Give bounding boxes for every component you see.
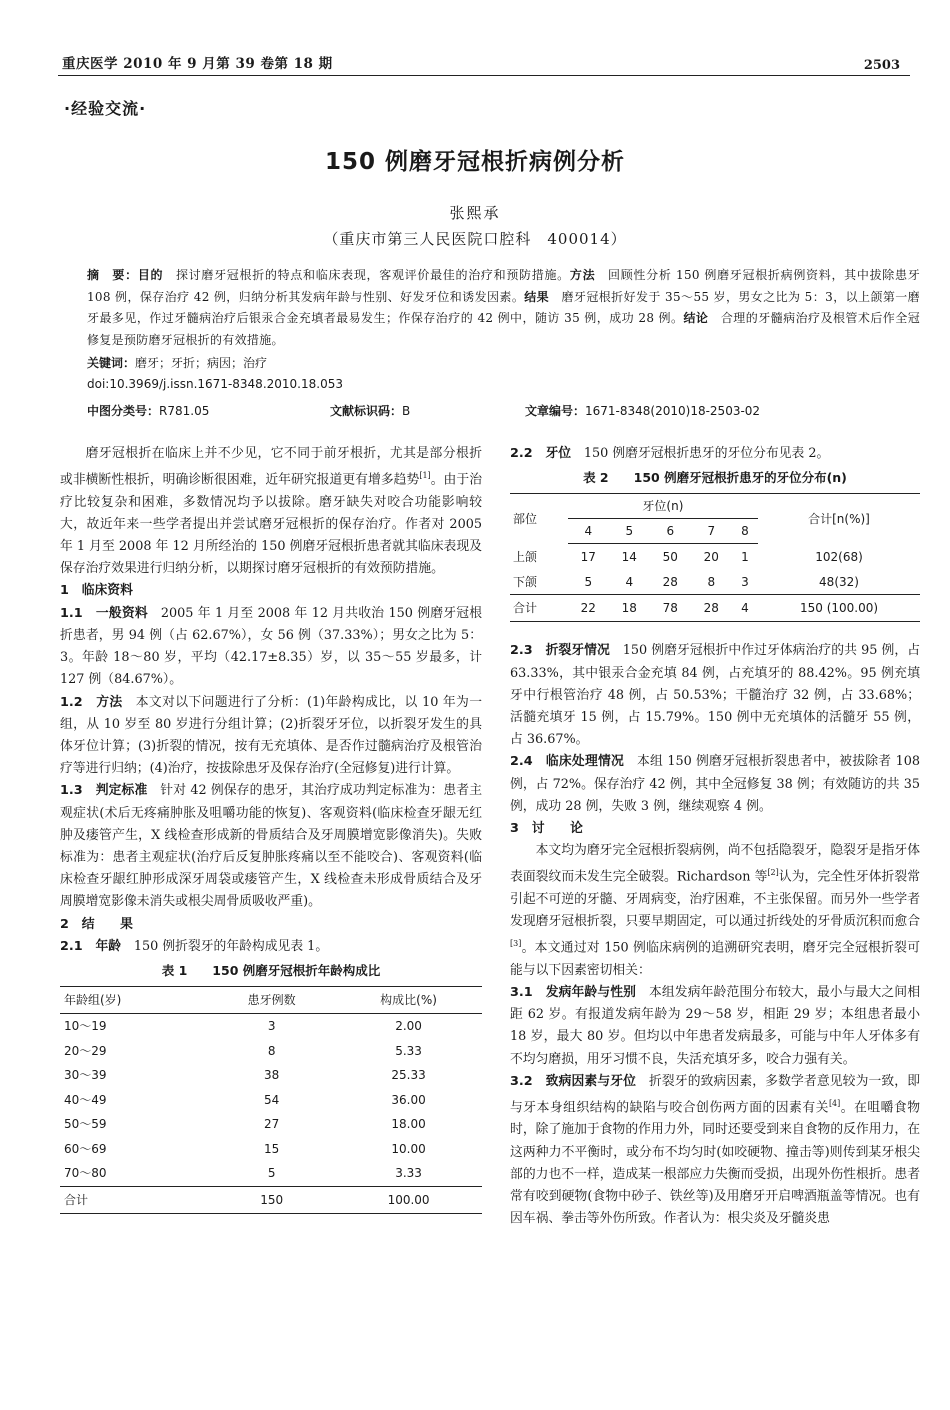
- table2: [510, 493, 920, 622]
- table-row: [60, 1063, 482, 1088]
- table2-cell: 50: [662, 549, 678, 564]
- section-1-heading: 1 临床资料: [60, 583, 133, 599]
- result-text: 磨牙冠根折好发于 35～55 岁，男女之比为 5：3，以上颌第一磨牙最多见，作过牙髓病治疗后银汞合金充填者最易发生；作保存治疗的 42 例中，随访 35 例，成功 28 例。: [87, 289, 920, 325]
- section-2-4: [510, 751, 920, 818]
- table1-cell: 50～59: [64, 1117, 107, 1132]
- section-1-3: [60, 780, 482, 913]
- doi: doi:10.3969/j.issn.1671-8348.2010.18.053: [87, 377, 343, 391]
- conclusion-label: 结论: [683, 311, 709, 325]
- abstract: [87, 265, 920, 351]
- clc-value: R781.05: [159, 404, 210, 418]
- table2-cell: 17: [580, 549, 596, 564]
- table2-cell: 合计: [510, 595, 568, 622]
- discussion-text-3: 。本文通过对 150 例临床病例的追溯研究表明，磨牙完全冠根折裂可能与以下因素密切相关：: [510, 940, 920, 978]
- table1-cell: 25.33: [391, 1068, 426, 1083]
- clc-label: 中图分类号：: [87, 404, 160, 418]
- intro-text-2: 。由于治疗比较复杂和困难，多数情况均予以拔除。磨牙缺失对咬合功能影响较大，故近年来一些学者提出并尝试磨牙冠根折的保存治疗。作者对 2005 年 1 月至 2008 年 12 月所经治的 150 例磨牙冠根折患者就其临床表现及保存治疗效果进行归纳分析，以期探讨磨牙冠根折的有效预防措施。: [60, 472, 483, 577]
- section-2-heading: 2 结 果: [60, 916, 133, 932]
- table2-cell: 上颌: [513, 549, 538, 564]
- conclusion-text: 合理的牙髓病治疗及根管术后作全冠修复是预防磨牙冠根折的有效措施。: [87, 311, 920, 347]
- table-row: [60, 1161, 482, 1186]
- section-2-2: [510, 443, 920, 465]
- table2-caption: 表 2 150 例磨牙冠根折患牙的牙位分布(n): [583, 470, 847, 486]
- table2-cell: 4: [732, 595, 758, 622]
- section-2-1-heading: 2.1 年龄: [60, 938, 122, 954]
- section-2-4-heading: 2.4 临床处理情况: [510, 754, 624, 770]
- section-1-2: [60, 692, 482, 781]
- section-3-heading: 3 讨 论: [510, 821, 583, 837]
- table2-cell: 4: [625, 574, 634, 589]
- discussion-intro: [510, 840, 920, 982]
- table2-cell: 3: [741, 574, 749, 589]
- discussion-text: 本文均为磨牙完全冠根折裂病例，尚不包括隐裂牙，隐裂牙是指牙体表面裂纹而未发生完全破裂。Richardson 等: [510, 843, 920, 885]
- section-2-4-text: 本组 150 例磨牙冠根折裂患者中，被拔除者 108 例，占 72%。保存治疗 42 例，其中全冠修复 38 例；有效随访的共 35 例，成功 28 例，失败 3 例，继续观察 4 例。: [510, 754, 920, 814]
- table2-position-header: 4: [568, 519, 609, 544]
- section-2-1: [60, 936, 482, 958]
- section-3-1: [510, 982, 920, 1071]
- table1-cell: 3.33: [395, 1166, 422, 1181]
- table1-cell: 10～19: [64, 1019, 107, 1034]
- table1-total-row: [60, 1186, 482, 1213]
- keywords-text: 磨牙；牙折；病因；治疗: [135, 356, 268, 370]
- table2-position-header: 8: [732, 519, 758, 544]
- table2-header-part: 部位: [510, 494, 568, 544]
- ref-1: [1]: [419, 471, 431, 481]
- table2-cell: 5: [584, 574, 593, 589]
- table2-cell: 22: [568, 595, 609, 622]
- table2-cell: 18: [609, 595, 650, 622]
- doc-code: [330, 402, 410, 419]
- section-1-2-heading: 1.2 方法: [60, 694, 123, 710]
- section-3-2: [510, 1071, 920, 1231]
- discussion-text-2: 认为，完全性牙体折裂常引起不可逆的牙髓、牙周病变，治疗困难，不主张保留。而另外一些学者发现磨牙冠根折裂，只要早期固定，可以通过折线处的牙骨质沉积而愈合: [510, 869, 921, 930]
- section-1-1-text: 2005 年 1 月至 2008 年 12 月共收治 150 例磨牙冠根折患者，男 94 例（占 62.67%），女 56 例（37.33%）；男女之比为 5：3。年龄 18～80 岁，平均（42.17±8.35）岁，以 35～55 岁最多，计 127 例（84.67%）。: [60, 605, 482, 688]
- section-1-1: [60, 603, 482, 692]
- table1-cell: 27: [264, 1117, 280, 1132]
- table1-cell: 18.00: [391, 1117, 426, 1132]
- keywords-label: 关键词：: [87, 356, 136, 370]
- table2-cell: 8: [707, 574, 716, 589]
- table1-cell: 8: [267, 1043, 276, 1058]
- abstract-label: 摘 要：: [87, 268, 138, 282]
- page-number: 2503: [863, 58, 900, 73]
- table1-cell: 60～69: [64, 1141, 107, 1156]
- table-row: [60, 1112, 482, 1137]
- table-row: [510, 569, 920, 595]
- section-1-3-heading: 1.3 判定标准: [60, 783, 148, 799]
- table2-position-header: 6: [650, 519, 691, 544]
- section-2-3-text: 150 例磨牙冠根折中作过牙体病治疗的共 95 例，占 63.33%，其中银汞合金充填 84 例，占充填牙的 88.42%。95 例充填牙中行根管治疗 48 例，占 50.53%；干髓治疗 32 例，占 33.68%；活髓充填牙 15 例，占 15.79%。150 例中无充填体的活髓牙 55 例，占 36.67%。: [510, 643, 920, 748]
- section-1-2-text: 本文对以下问题进行了分析：(1)年龄构成比，以 10 年为一组，从 10 岁至 80 岁进行分组计算；(2)折裂牙牙位，以折裂牙发生的具体牙位计算；(3)折裂的情况，按有无充填体、是否作过髓病治疗及根管治疗等进行归纳；(4)治疗，按拔除患牙及保存治疗(全冠修复)进行计算。: [60, 694, 482, 777]
- section-2-3: [510, 640, 920, 751]
- table1-cell: 40～49: [64, 1092, 107, 1107]
- table1-cell: 10.00: [391, 1141, 426, 1156]
- table1-cell: 3: [267, 1019, 276, 1034]
- table1-cell: 36.00: [391, 1092, 426, 1107]
- article-label: 文章编号：: [525, 404, 586, 418]
- method-text: 回顾性分析 150 例磨牙冠根折病例资料，其中拔除患牙 108 例，保存治疗 42 例，归纳分析其发病年龄与性别、好发牙位和诱发因素。: [87, 268, 920, 304]
- doc-label: 文献标识码：: [330, 404, 403, 418]
- objective-label: 目的: [137, 268, 164, 282]
- table2-cell: 20: [703, 549, 719, 564]
- table2-position-header: 7: [691, 519, 732, 544]
- table1-cell: 38: [264, 1068, 280, 1083]
- section-1-3-text: 针对 42 例保存的患牙，其治疗成功判定标准为：患者主观症状(术后无疼痛肿胀及咀嚼功能的恢复)、客观资料(临床检查牙龈无红肿及瘘管产生，X 线检查形成新的骨质结合及牙周膜增宽影像消失)。失败标准为：患者主观症状(治疗后反复肿胀疼痛以至不能咬合)、客观资料(临床检查牙龈红肿形成深牙周袋或瘘管产生，X 线检查未形成骨质结合及牙周膜增宽影像未消失或根尖周骨质吸收严重)。: [60, 783, 482, 910]
- table2-cell: 48(32): [819, 574, 859, 589]
- section-3-2-text-2: 。在咀嚼食物时，除了施加于食物的作用力外，同时还要受到来自食物的反作用力，在这两种力不平衡时，或分布不均匀时(如咬硬物、撞击等)则传到某牙根尖部的力也不一样，造成某一根部应力失衡而受损，出现外伤性根折。患者常有咬到硬物(食物中砂子、铁丝等)及用磨牙开启啤酒瓶盖等情况。也有因车祸、拳击等外伤所致。作者认为：根尖炎及牙髓炎患: [510, 1100, 921, 1227]
- table2-cell: 28: [691, 595, 732, 622]
- section-2-3-heading: 2.3 折裂牙情况: [510, 643, 610, 659]
- table1-header-age: 年龄组(岁): [60, 987, 208, 1014]
- ref-3: [3]: [510, 939, 522, 949]
- table1-cell: 20～29: [64, 1043, 107, 1058]
- table-row: [510, 544, 920, 570]
- author: 张熙承: [449, 204, 501, 222]
- section-2-1-text: 150 例折裂牙的年龄构成见表 1。: [121, 938, 329, 954]
- affiliation: （重庆市第三人民医院口腔科 400014）: [323, 230, 627, 248]
- section-1-1-heading: 1.1 一般资料: [60, 605, 148, 621]
- table1-cell: 30～39: [64, 1068, 107, 1083]
- section-2-2-text: 150 例磨牙冠根折患牙的牙位分布见表 2。: [571, 446, 830, 461]
- table2-cell: 1: [741, 549, 749, 564]
- section-3-1-heading: 3.1 发病年龄与性别: [510, 984, 637, 1000]
- section-tag: ·经验交流·: [64, 99, 147, 118]
- right-column: [510, 443, 920, 1230]
- table1-cell: 150: [208, 1186, 335, 1213]
- table1-cell: 5.33: [395, 1043, 422, 1058]
- intro-paragraph: [60, 443, 482, 580]
- table1-cell: 70～80: [64, 1166, 107, 1181]
- section-3-2-heading: 3.2 致病因素与牙位: [510, 1073, 637, 1089]
- table2-position-header: 5: [609, 519, 650, 544]
- article-number: [525, 402, 760, 419]
- table1-cell: 15: [264, 1141, 280, 1156]
- header-rule: [58, 75, 910, 76]
- table1-cell: 2.00: [395, 1019, 422, 1034]
- clc-number: [87, 402, 209, 419]
- table1-cell: 54: [264, 1092, 280, 1107]
- section-3-1-text: 本组发病年龄范围分布较大，最小与最大之间相距 62 岁。有报道发病年龄为 29～58 岁，相距 29 岁；本组患者最小 18 岁，最大 80 岁。但均以中年患者发病最多，可能与中年人牙体多有不均匀磨损，用牙习惯不良，失活充填牙多，咬合力强有关。: [510, 984, 921, 1067]
- table-row: [60, 1039, 482, 1064]
- table1-cell: 合计: [60, 1186, 208, 1213]
- table1-header-ratio: 构成比(%): [335, 987, 482, 1014]
- table2-header-position-group: 牙位(n): [568, 494, 758, 519]
- table1-caption: 表 1 150 例磨牙冠根折年龄构成比: [161, 962, 381, 978]
- result-label: 结果: [524, 289, 550, 304]
- keywords: [87, 354, 267, 371]
- table1: [60, 986, 482, 1214]
- article-title: 150 例磨牙冠根折病例分析: [324, 149, 626, 175]
- table-row: [60, 1137, 482, 1162]
- article-value: 1671-8348(2010)18-2503-02: [585, 404, 761, 418]
- table2-header-total: 合计[n(%)]: [758, 494, 920, 544]
- table-row: [60, 1014, 482, 1039]
- objective-text: 探讨磨牙冠根折的特点和临床表现，客观评价最佳的治疗和预防措施。: [163, 268, 570, 282]
- section-2-2-heading: 2.2 牙位: [510, 446, 572, 461]
- table2-cell: 下颌: [513, 574, 538, 589]
- table2-cell: 14: [621, 549, 637, 564]
- ref-2: [2]: [767, 868, 779, 878]
- table2-cell: 102(68): [815, 549, 863, 564]
- running-header: 重庆医学 2010 年 9 月第 39 卷第 18 期: [62, 56, 333, 72]
- table1-cell: 5: [267, 1166, 276, 1181]
- table2-cell: 78: [650, 595, 691, 622]
- table-row: [60, 1088, 482, 1113]
- doc-value: B: [402, 404, 411, 418]
- intro-text: 磨牙冠根折在临床上并不少见，它不同于前牙根折，尤其是部分根折或非横断性根折，明确诊断很困难，近年研究报道更有增多趋势: [60, 446, 482, 488]
- table1-header-count: 患牙例数: [208, 987, 335, 1014]
- table2-total-row: [510, 595, 920, 622]
- table2-cell: 28: [662, 574, 678, 589]
- table2-cell: 150 (100.00): [758, 595, 920, 622]
- table1-cell: 100.00: [335, 1186, 482, 1213]
- left-column: [60, 443, 482, 1214]
- ref-4: [4]: [828, 1099, 841, 1108]
- method-label: 方法: [569, 268, 596, 282]
- section-3-2-text: 折裂牙的致病因素，多数学者意见较为一致，即与牙本身组织结构的缺陷与咬合创伤两方面的因素有关: [510, 1073, 921, 1116]
